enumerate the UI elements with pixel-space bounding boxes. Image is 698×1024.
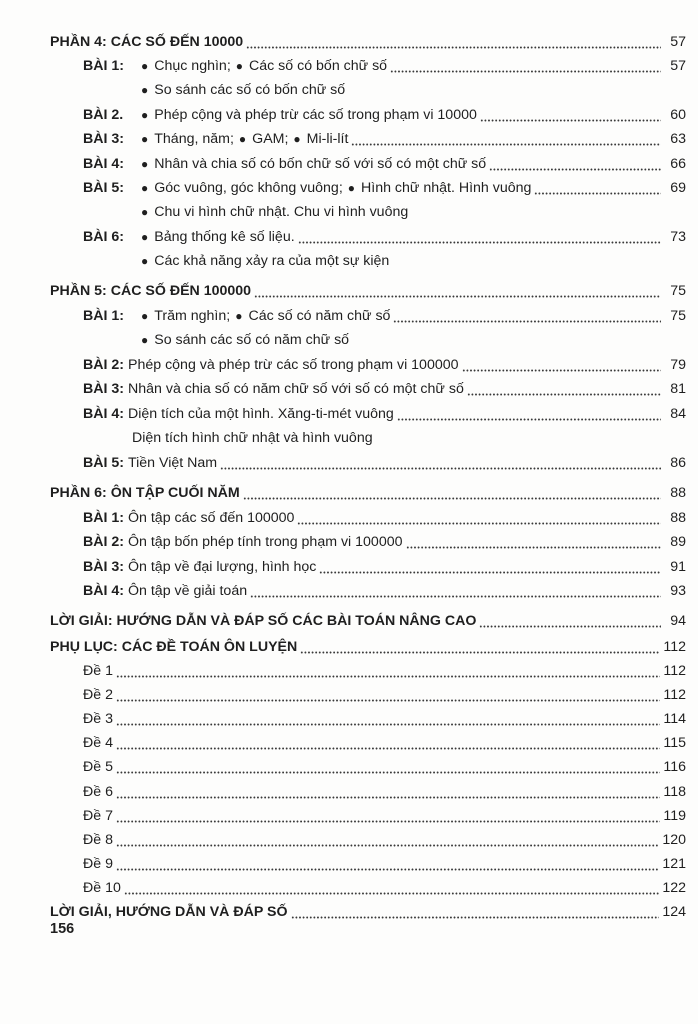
toc-entry-label <box>83 855 113 873</box>
toc-entry-label <box>83 155 486 173</box>
page-ref: 124 <box>662 904 686 920</box>
toc-entry-label <box>83 558 316 576</box>
toc-entry-label <box>50 484 240 502</box>
toc-entry-label <box>83 533 403 551</box>
dot-leader <box>246 33 661 51</box>
dot-leader <box>116 855 659 873</box>
bullet-icon <box>141 155 148 173</box>
toc-entry <box>83 173 686 197</box>
lesson-number: BÀI 5: <box>83 180 124 196</box>
part-title: PHẦN 4: CÁC SỐ ĐẾN 10000 <box>50 34 244 50</box>
page-ref: 116 <box>663 759 686 775</box>
toc-entry-label <box>83 783 113 801</box>
dot-leader <box>534 179 661 197</box>
dot-leader <box>376 429 661 447</box>
lesson-topic: Ôn tập về giải toán <box>128 583 248 599</box>
toc-entry <box>83 873 686 897</box>
bullet-icon <box>141 57 148 75</box>
toc-entry-label <box>83 57 387 75</box>
toc-entry-label <box>83 179 531 197</box>
toc-entry-label <box>83 686 113 704</box>
lesson-topic: Phép cộng và phép trừ các số trong phạm vi 100000 <box>128 357 459 373</box>
toc-entry-label <box>50 33 243 51</box>
toc-entry-label <box>83 307 390 325</box>
page-ref: 91 <box>670 559 686 575</box>
lesson-topic: Ôn tập các số đến 100000 <box>128 510 295 526</box>
toc-entry-label <box>83 380 464 398</box>
toc-entry <box>83 576 686 600</box>
dot-leader <box>116 807 660 825</box>
page-ref: 121 <box>662 856 686 872</box>
bullet-icon <box>141 331 148 349</box>
dot-leader <box>291 903 660 921</box>
dot-leader <box>116 758 660 776</box>
toc-entry <box>83 100 686 124</box>
toc-entry <box>132 423 686 447</box>
dot-leader <box>116 710 660 728</box>
toc-entry <box>83 825 686 849</box>
dot-leader <box>390 57 661 75</box>
page-ref: 84 <box>670 406 686 422</box>
page-ref: 57 <box>670 34 686 50</box>
page-ref: 60 <box>670 107 686 123</box>
toc-entry-label <box>83 758 113 776</box>
toc-entry-label <box>141 203 408 221</box>
dot-leader <box>352 331 661 349</box>
dot-leader <box>462 356 661 374</box>
exam-title: Đề 9 <box>83 856 113 872</box>
dot-leader <box>116 734 660 752</box>
lesson-topic: Các số có năm chữ số <box>248 308 391 324</box>
page-ref: 69 <box>670 180 686 196</box>
toc-entry <box>50 478 686 502</box>
toc-entry-label <box>83 405 394 423</box>
lesson-number: BÀI 1: <box>83 58 124 74</box>
bullet-icon <box>236 57 243 75</box>
page-ref: 73 <box>670 229 686 245</box>
page-ref: 88 <box>670 510 686 526</box>
exam-title: Đề 5 <box>83 759 113 775</box>
exam-title: Đề 1 <box>83 663 113 679</box>
lesson-number: BÀI 2: <box>83 534 124 550</box>
lesson-topic: Bảng thống kê số liệu. <box>154 229 295 245</box>
bullet-icon <box>239 130 246 148</box>
lesson-topic: Góc vuông, góc không vuông; <box>154 180 343 196</box>
toc-entry <box>50 897 686 921</box>
toc-entry-label <box>83 582 247 600</box>
lesson-topic: Nhân và chia số có năm chữ số với số có một chữ số <box>128 381 464 397</box>
page-ref: 112 <box>663 639 686 655</box>
toc-entry-label <box>83 106 477 124</box>
toc-entry <box>83 728 686 752</box>
toc-entry-label <box>141 81 345 99</box>
part-title: PHỤ LỤC: CÁC ĐỀ TOÁN ÔN LUYỆN <box>50 639 298 655</box>
toc-entry <box>83 777 686 801</box>
lesson-topic: Chu vi hình chữ nhật. Chu vi hình vuông <box>154 204 409 220</box>
dot-leader <box>348 81 661 99</box>
toc-entry <box>83 656 686 680</box>
dot-leader <box>116 831 659 849</box>
toc-entry-label <box>132 429 373 447</box>
part-title: PHẦN 5: CÁC SỐ ĐẾN 100000 <box>50 283 252 299</box>
lesson-number: BÀI 4: <box>83 406 124 422</box>
bullet-icon <box>141 307 148 325</box>
toc-entry <box>83 752 686 776</box>
dot-leader <box>298 228 661 246</box>
lesson-topic: Ôn tập về đại lượng, hình học <box>128 559 317 575</box>
bullet-icon <box>141 81 148 99</box>
dot-leader <box>397 405 661 423</box>
page-ref: 89 <box>670 534 686 550</box>
toc-entry <box>141 325 686 349</box>
toc-entry-label <box>83 228 295 246</box>
toc-entry <box>50 276 686 300</box>
toc-entry-label <box>83 509 294 527</box>
toc-entry-label <box>83 831 113 849</box>
lesson-number: BÀI 5: <box>83 455 124 471</box>
lesson-topic: Phép cộng và phép trừ các số trong phạm vi 10000 <box>154 107 477 123</box>
dot-leader <box>351 130 661 148</box>
bullet-icon <box>348 179 355 197</box>
lesson-topic: Hình chữ nhật. Hình vuông <box>361 180 532 196</box>
lesson-topic: So sánh các số có năm chữ số <box>154 332 350 348</box>
toc-entry <box>83 448 686 472</box>
exam-title: Đề 3 <box>83 711 113 727</box>
page-ref: 94 <box>670 613 686 629</box>
page-ref: 75 <box>670 283 686 299</box>
page-ref: 120 <box>662 832 686 848</box>
lesson-number: BÀI 6: <box>83 229 124 245</box>
lesson-number: BÀI 3: <box>83 131 124 147</box>
toc-entry-label <box>50 638 297 656</box>
toc-entry <box>83 301 686 325</box>
bullet-icon <box>141 228 148 246</box>
page-ref: 112 <box>663 663 686 679</box>
bullet-icon <box>141 203 148 221</box>
toc-entry-label <box>83 454 217 472</box>
page-number: 156 <box>50 921 75 937</box>
toc-entry <box>83 149 686 173</box>
toc-entry-label <box>83 710 113 728</box>
lesson-number: BÀI 4: <box>83 583 124 599</box>
lesson-number: BÀI 1: <box>83 510 124 526</box>
dot-leader <box>479 612 661 630</box>
toc-entry <box>83 503 686 527</box>
toc-entry <box>83 399 686 423</box>
toc-entry <box>83 527 686 551</box>
toc-entry <box>141 197 686 221</box>
lesson-topic: Ôn tập bốn phép tính trong phạm vi 100000 <box>128 534 403 550</box>
page-ref: 88 <box>670 485 686 501</box>
dot-leader <box>116 783 660 801</box>
lesson-number: BÀI 2: <box>83 357 124 373</box>
bullet-icon <box>141 130 148 148</box>
dot-leader <box>250 582 661 600</box>
toc-entry <box>83 801 686 825</box>
toc-entry-label <box>83 356 459 374</box>
dot-leader <box>319 558 661 576</box>
dot-leader <box>116 662 660 680</box>
page-ref: 118 <box>663 784 686 800</box>
toc-entry-label <box>83 879 121 897</box>
page-ref: 119 <box>663 808 686 824</box>
exam-title: Đề 7 <box>83 808 113 824</box>
lesson-topic: Diện tích của một hình. Xăng-ti-mét vuông <box>128 406 394 422</box>
dot-leader <box>124 879 659 897</box>
lesson-topic: Mi-li-lít <box>306 131 349 147</box>
exam-title: Đề 4 <box>83 735 113 751</box>
dot-leader <box>489 155 661 173</box>
page-ref: 66 <box>670 156 686 172</box>
toc-entry <box>83 222 686 246</box>
toc-entry <box>83 552 686 576</box>
page-ref: 57 <box>670 58 686 74</box>
exam-title: Đề 2 <box>83 687 113 703</box>
exam-title: Đề 10 <box>83 880 121 896</box>
page-ref: 114 <box>663 711 686 727</box>
dot-leader <box>411 203 661 221</box>
toc-entry <box>50 632 686 656</box>
toc-entry <box>83 350 686 374</box>
dot-leader <box>300 638 660 656</box>
toc-entry-label <box>50 282 251 300</box>
bullet-icon <box>141 179 148 197</box>
bullet-icon <box>235 307 242 325</box>
bullet-icon <box>293 130 300 148</box>
toc-entry <box>83 124 686 148</box>
toc-entry <box>141 246 686 270</box>
toc-entry-label <box>50 612 476 630</box>
toc-entry <box>50 27 686 51</box>
lesson-number: BÀI 4: <box>83 156 124 172</box>
page-ref: 81 <box>670 381 686 397</box>
lesson-topic: Các số có bốn chữ số <box>249 58 388 74</box>
lesson-number: BÀI 3: <box>83 381 124 397</box>
toc-entry-label <box>83 130 348 148</box>
dot-leader <box>480 106 661 124</box>
page-ref: 122 <box>662 880 686 896</box>
part-title: PHẦN 6: ÔN TẬP CUỐI NĂM <box>50 485 240 501</box>
toc-entry <box>83 849 686 873</box>
lesson-topic: Diện tích hình chữ nhật và hình vuông <box>132 430 373 446</box>
dot-leader <box>297 509 661 527</box>
lesson-topic: Các khả năng xảy ra của một sự kiện <box>154 253 390 269</box>
dot-leader <box>392 252 661 270</box>
page-ref: 112 <box>663 687 686 703</box>
dot-leader <box>220 454 661 472</box>
toc-entry-label <box>141 252 389 270</box>
toc-entry-label <box>83 734 113 752</box>
toc-entry <box>83 374 686 398</box>
lesson-number: BÀI 1: <box>83 308 124 324</box>
toc-entry-label <box>83 807 113 825</box>
lesson-topic: Trăm nghìn; <box>154 308 231 324</box>
toc-entry <box>83 680 686 704</box>
page-ref: 86 <box>670 455 686 471</box>
lesson-number: BÀI 2. <box>83 107 124 123</box>
bullet-icon <box>141 106 148 124</box>
bullet-icon <box>141 252 148 270</box>
part-title: LỜI GIẢI: HƯỚNG DẪN VÀ ĐÁP SỐ CÁC BÀI TOÁN NÂNG CAO <box>50 613 477 629</box>
exam-title: Đề 6 <box>83 784 113 800</box>
dot-leader <box>116 686 660 704</box>
page-ref: 79 <box>670 357 686 373</box>
toc-entry <box>141 75 686 99</box>
lesson-topic: Tiền Việt Nam <box>128 455 218 471</box>
page-ref: 63 <box>670 131 686 147</box>
lesson-topic: Tháng, năm; <box>154 131 234 147</box>
lesson-number: BÀI 3: <box>83 559 124 575</box>
toc-entry <box>83 704 686 728</box>
page-ref: 93 <box>670 583 686 599</box>
lesson-topic: GAM; <box>252 131 289 147</box>
toc-entry <box>83 51 686 75</box>
lesson-topic: Chục nghìn; <box>154 58 231 74</box>
lesson-topic: So sánh các số có bốn chữ số <box>154 82 346 98</box>
lesson-topic: Nhân và chia số có bốn chữ số với số có một chữ số <box>154 156 487 172</box>
toc-entry-label <box>141 331 349 349</box>
part-title: LỜI GIẢI, HƯỚNG DẪN VÀ ĐÁP SỐ <box>50 904 288 920</box>
page-ref: 75 <box>670 308 686 324</box>
toc-entry <box>50 606 686 630</box>
toc-entry-label <box>83 662 113 680</box>
toc-entry-label <box>50 903 288 921</box>
dot-leader <box>467 380 661 398</box>
dot-leader <box>406 533 662 551</box>
exam-title: Đề 8 <box>83 832 113 848</box>
dot-leader <box>254 282 661 300</box>
dot-leader <box>393 307 661 325</box>
dot-leader <box>243 484 661 502</box>
page-ref: 115 <box>663 735 686 751</box>
